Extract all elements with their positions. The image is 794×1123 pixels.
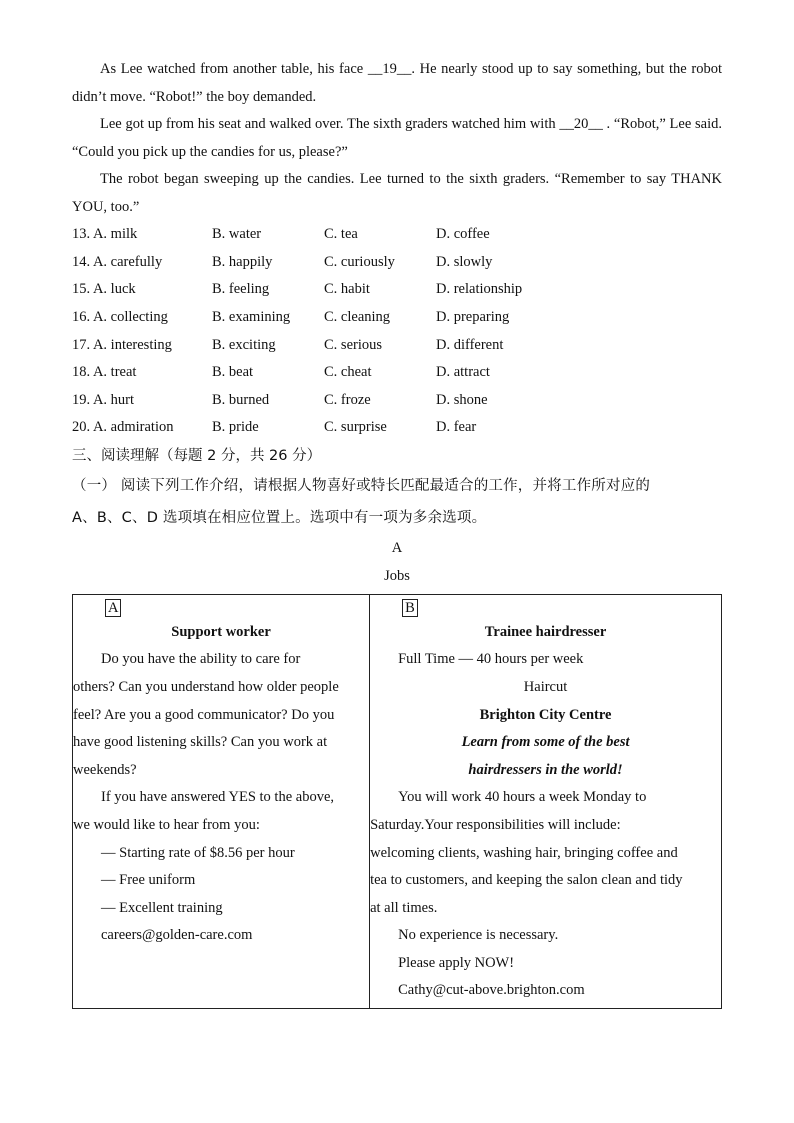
job-shop-b: Haircut xyxy=(523,678,568,695)
option-cell: C. serious xyxy=(324,336,382,353)
story-text: . “Robot,” Lee said. “Could you pick up the candies for us, please?” xyxy=(72,116,722,160)
job-line-b: welcoming clients, washing hair, bringing coffee and xyxy=(370,844,678,861)
section-title: 三、阅读理解（每题 2 分，共 26 分） xyxy=(72,447,322,464)
option-row xyxy=(72,304,586,332)
story-text: . He nearly stood up to say something, but the robot didn’t move. “Robot!” the boy demanded. xyxy=(72,61,722,105)
job-slogan-b-2: hairdressers in the world! xyxy=(468,761,623,778)
job-extra-b-1: No experience is necessary. xyxy=(398,927,559,944)
job-tag-a: A xyxy=(105,599,121,617)
instruction-line-2: A、B、C、D 选项填在相应位置上。选项中有一项为多余选项。 xyxy=(72,509,487,526)
option-cell: D. slowly xyxy=(436,253,493,270)
option-cell: B. burned xyxy=(212,391,270,408)
job-line-a: — Starting rate of $8.56 per hour xyxy=(101,844,295,861)
option-cell: D. attract xyxy=(436,364,490,381)
option-cell: B. exciting xyxy=(212,336,276,353)
option-cell: 17. A. interesting xyxy=(72,336,172,353)
job-line-a: careers@golden-care.com xyxy=(101,927,253,944)
job-line-b: at all times. xyxy=(370,899,438,916)
job-line-a: have good listening skills? Can you work at xyxy=(73,734,328,751)
option-cell: B. feeling xyxy=(212,281,270,298)
option-cell: C. cheat xyxy=(324,364,372,381)
option-row xyxy=(72,359,586,387)
job-description-a xyxy=(73,646,369,950)
story-paragraph-3: The robot began sweeping up the candies. Lee turned to the sixth graders. “Remember to say THANK YOU, too.” xyxy=(72,171,722,215)
job-line-a: Do you have the ability to care for xyxy=(101,651,301,668)
option-cell: B. water xyxy=(212,226,262,243)
option-cell: C. curiously xyxy=(324,253,395,270)
option-cell: D. different xyxy=(436,336,504,353)
job-card-b xyxy=(370,594,722,1008)
job-line-a: — Excellent training xyxy=(101,899,223,916)
blank-20: __20__ xyxy=(559,116,603,132)
option-cell: D. coffee xyxy=(436,226,490,243)
job-hours-b: Full Time — 40 hours per week xyxy=(398,651,584,668)
option-row xyxy=(72,221,586,249)
job-line-a: feel? Are you a good communicator? Do you xyxy=(73,706,335,723)
option-cell: C. froze xyxy=(324,391,371,408)
job-card-a xyxy=(73,594,370,1008)
job-line-a: If you have answered YES to the above, xyxy=(101,789,334,806)
option-cell: B. examining xyxy=(212,309,291,326)
job-line-a: weekends? xyxy=(73,761,137,778)
option-row xyxy=(72,331,586,359)
job-tag-b: B xyxy=(402,599,418,617)
option-cell: C. surprise xyxy=(324,419,387,436)
job-title-b: Trainee hairdresser xyxy=(484,623,607,640)
story-text: As Lee watched from another table, his face xyxy=(100,61,368,77)
job-line-a: we would like to hear from you: xyxy=(73,816,260,833)
exam-page xyxy=(72,56,722,1009)
option-cell: 16. A. collecting xyxy=(72,309,168,326)
option-cell: D. relationship xyxy=(436,281,523,298)
passage-title: Jobs xyxy=(384,567,410,584)
job-extra-b-2: Please apply NOW! xyxy=(398,954,515,971)
story-paragraph-2 xyxy=(72,111,722,166)
jobs-table xyxy=(72,594,722,1009)
story-text: Lee got up from his seat and walked over. The sixth graders watched him with xyxy=(100,116,560,132)
job-title-a: Support worker xyxy=(171,623,271,640)
job-line-a: others? Can you understand how older people xyxy=(73,678,339,695)
job-line-b: You will work 40 hours a week Monday to xyxy=(398,789,647,806)
instruction-line-1: （一） 阅读下列工作介绍，请根据人物喜好或特长匹配最适合的工作，并将工作所对应的 xyxy=(72,477,651,494)
option-cell: 20. A. admiration xyxy=(72,419,174,436)
passage-label: A xyxy=(391,539,403,556)
option-row xyxy=(72,249,586,277)
job-line-b: Saturday.Your responsibilities will include: xyxy=(370,816,621,833)
option-cell: 14. A. carefully xyxy=(72,253,163,270)
option-cell: D. fear xyxy=(436,419,477,436)
option-cell: C. habit xyxy=(324,281,370,298)
option-cell: B. pride xyxy=(212,419,259,436)
job-description-b xyxy=(370,784,721,922)
story-paragraph-1 xyxy=(72,56,722,111)
job-line-a: — Free uniform xyxy=(101,872,196,889)
option-row xyxy=(72,414,586,442)
options-table xyxy=(72,221,586,442)
job-location-b: Brighton City Centre xyxy=(479,706,612,723)
option-cell: C. tea xyxy=(324,226,358,243)
option-cell: C. cleaning xyxy=(324,309,391,326)
option-cell: D. preparing xyxy=(436,309,510,326)
option-row xyxy=(72,276,586,304)
option-cell: B. happily xyxy=(212,253,273,270)
option-cell: 13. A. milk xyxy=(72,226,138,243)
option-cell: 18. A. treat xyxy=(72,364,137,381)
job-slogan-b-1: Learn from some of the best xyxy=(461,734,630,751)
option-row xyxy=(72,387,586,415)
job-line-b: tea to customers, and keeping the salon clean and tidy xyxy=(370,872,683,889)
option-cell: 15. A. luck xyxy=(72,281,136,298)
blank-19: __19__ xyxy=(367,61,412,77)
option-cell: B. beat xyxy=(212,364,254,381)
option-cell: 19. A. hurt xyxy=(72,391,135,408)
job-email-b: Cathy@cut-above.brighton.com xyxy=(398,982,585,999)
option-cell: D. shone xyxy=(436,391,488,408)
